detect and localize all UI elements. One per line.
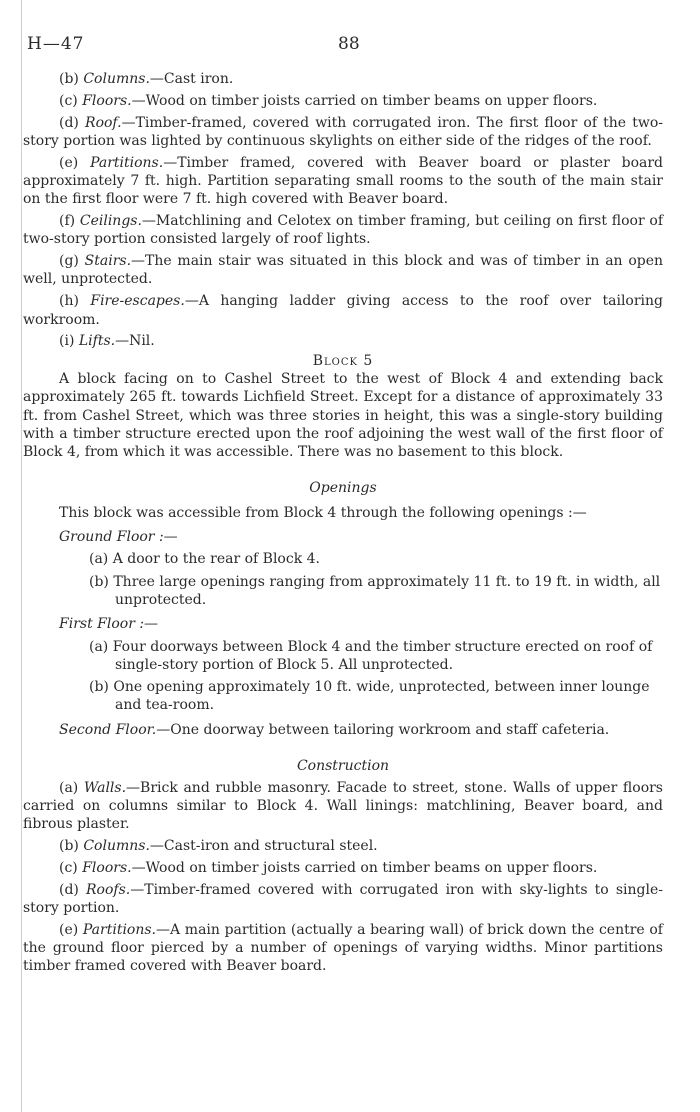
construction-item: (c) Floors.—Wood on timber joists carried on timber beams on upper floors.	[59, 859, 598, 876]
construction-item: (d) Roof.—Timber-framed, covered with corrugated iron. The first floor of the two-story portion was lighted by continuous skylights on either side of the ridges of the roof.	[23, 114, 663, 149]
openings-heading: Openings	[309, 480, 377, 497]
openings-lead: This block was accessible from Block 4 through the following openings :—	[59, 504, 587, 521]
construction-heading: Construction	[296, 758, 390, 774]
first-floor-title: First Floor :—	[59, 616, 159, 633]
construction-item: (a) Walls.—Brick and rubble masonry. Facade to street, stone. Walls of upper floors carried on columns similar to Block 4. Wall linings: matchlining, Beaver board, and fibrous plaster.	[23, 779, 663, 833]
second-floor-line: Second Floor.—One doorway between tailoring workroom and staff cafeteria.	[59, 721, 610, 738]
construction-item: (b) Columns.—Cast-iron and structural steel.	[59, 838, 378, 855]
construction-item: (e) Partitions.—Timber framed, covered with Beaver board or plaster board approximately 7 ft. high. Partition separating small rooms to the south of the main stair on the first floor were 7 ft. high covered with Beaver board.	[23, 154, 664, 208]
opening-item: (a) Four doorways between Block 4 and the timber structure erected on roof of single-story portion of Block 5. All unprotected.	[89, 638, 653, 673]
ground-floor-title: Ground Floor :—	[59, 529, 178, 546]
document-body	[23, 70, 663, 976]
page-number: 88	[338, 34, 360, 54]
opening-item: (b) Three large openings ranging from approximately 11 ft. to 19 ft. in width, all unprotected.	[89, 573, 661, 608]
construction-item: (i) Lifts.—Nil.	[59, 333, 155, 350]
block-heading: Block 5	[312, 352, 374, 369]
construction-item: (e) Partitions.—A main partition (actually a bearing wall) of brick down the centre of the ground floor pierced by a number of openings of varying widths. Minor partitions timber framed covered with Beaver board.	[23, 921, 663, 975]
construction-item: (d) Roofs.—Timber-framed covered with corrugated iron with sky-lights to single-story portion.	[23, 881, 663, 917]
block-intro: A block facing on to Cashel Street to the west of Block 4 and extending back approximately 265 ft. towards Lichfield Street. Except for a distance of approximately 33 ft. from Cashel Street, which was three stories in height, this was a single-story building with a timber structure erected upon the roof adjoining the west wall of the first floor of Block 4, from which it was accessible. There was no basement to this block.	[23, 370, 663, 461]
construction-item: (f) Ceilings.—Matchlining and Celotex on timber framing, but ceiling on first floor of two-story portion consisted largely of roof lights.	[23, 213, 664, 248]
page-edge-line	[21, 0, 22, 1112]
opening-item: (b) One opening approximately 10 ft. wide, unprotected, between inner lounge and tea-room.	[89, 679, 650, 714]
construction-item: (c) Floors.—Wood on timber joists carried on timber beams on upper floors.	[59, 92, 598, 109]
construction-item: (h) Fire-escapes.—A hanging ladder giving access to the roof over tailoring workroom.	[23, 293, 663, 328]
opening-item: (a) A door to the rear of Block 4.	[89, 551, 320, 568]
page-reference: H—47	[27, 34, 85, 54]
construction-item: (b) Columns.—Cast iron.	[59, 71, 234, 87]
construction-item: (g) Stairs.—The main stair was situated in this block and was of timber in an open well, unprotected.	[23, 253, 664, 288]
